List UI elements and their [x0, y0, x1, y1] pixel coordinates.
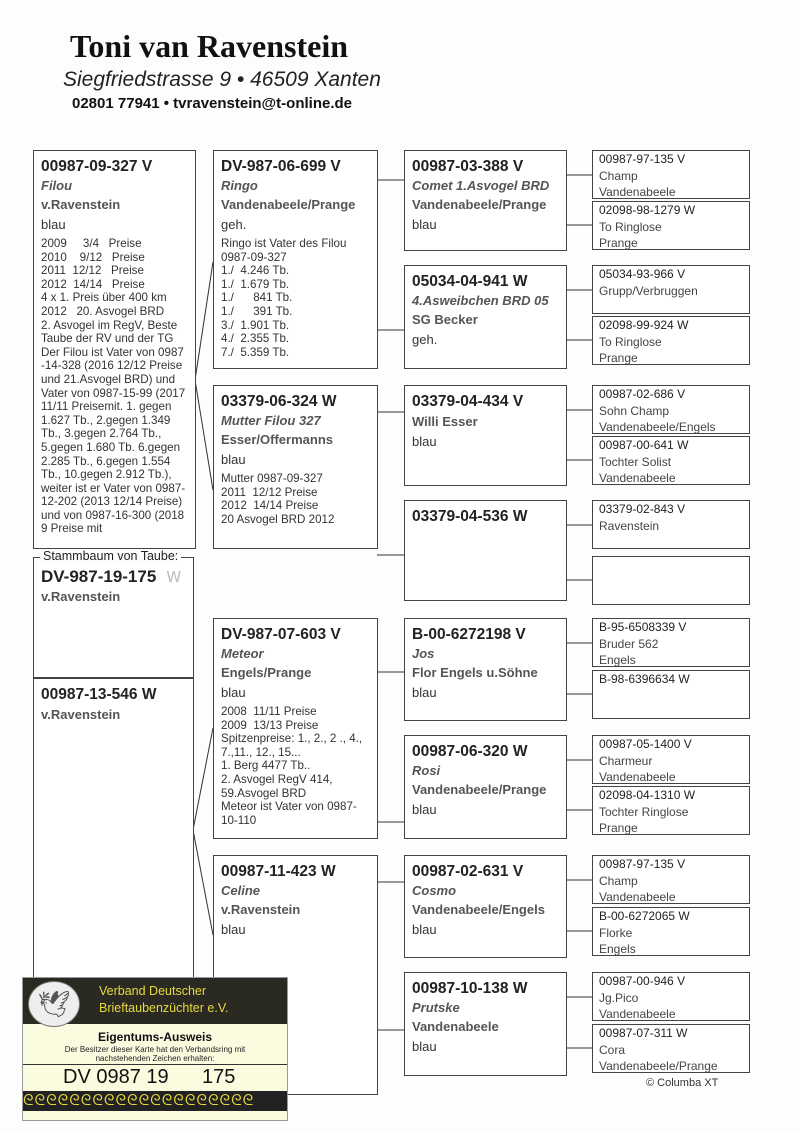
ring-id: 00987-00-946 V [599, 974, 686, 988]
ring-id: 00987-05-1400 V [599, 737, 692, 751]
great-grandparent-box[interactable] [404, 618, 567, 721]
org-line-2: Brieftaubenzüchter e.V. [99, 1001, 229, 1015]
card-pattern-band: ᘓᘓᘓᘓᘓᘓᘓᘓᘓᘓᘓᘓᘓᘓᘓᘓᘓᘓᘓᘓ [23, 1091, 287, 1111]
ring-id: 00987-11-423 W [221, 863, 336, 880]
breeder [599, 299, 743, 314]
color: blau [412, 685, 437, 700]
pigeon-name: Bruder 562 [599, 636, 659, 651]
ring-id: 00987-02-631 V [412, 863, 524, 880]
breeder: Vandenabeele [412, 1019, 499, 1034]
breeder: SG Becker [412, 312, 478, 327]
breeder: Engels [599, 942, 636, 956]
ring-id: 00987-02-686 V [599, 387, 686, 401]
breeder [599, 534, 743, 549]
breeder: Vandenabeele/Prange [599, 1059, 718, 1073]
ancestor-box[interactable] [592, 786, 750, 835]
sire-ring-id: 00987-09-327 V [41, 158, 153, 175]
ancestor-box[interactable] [592, 385, 750, 434]
breeder: v.Ravenstein [221, 902, 301, 917]
ring-id: 03379-02-843 V [599, 502, 686, 516]
pigeon-name: Tochter Ringlose [599, 804, 689, 819]
color: blau [221, 922, 246, 937]
notes: Ringo ist Vater des Filou 0987-09-327 1./ 4.246 Tb. 1./ 1.679 Tb. 1./ 841 Tb. 1./ 391 Tb. 3./ 1.901 Tb. 4./ 2.355 Tb. 7./ 5.359 Tb. [221, 237, 347, 359]
ancestor-box[interactable] [592, 556, 750, 605]
ring-id: 05034-93-966 V [599, 267, 686, 281]
dam-ring-id: 00987-13-546 W [41, 686, 157, 703]
breeder-address: Siegfriedstrasse 9 • 46509 Xanten [63, 68, 381, 91]
breeder: Vandenabeele [599, 890, 676, 904]
pigeon-name [599, 574, 743, 591]
ring-id: DV-987-06-699 V [221, 158, 341, 175]
pigeon-name [599, 688, 743, 705]
color: geh. [412, 332, 438, 347]
ancestor-box[interactable] [592, 972, 750, 1021]
pigeon-name: Charmeur [599, 753, 653, 768]
color: blau [412, 922, 437, 937]
great-grandparent-box[interactable] [404, 972, 567, 1076]
org-line-1: Verband Deutscher [99, 984, 207, 998]
sire-breeder: v.Ravenstein [41, 197, 121, 212]
ring-id: B-00-6272198 V [412, 626, 526, 643]
breeder: Engels [599, 653, 636, 667]
subject-breeder: v.Ravenstein [41, 589, 121, 604]
ring-id: DV-987-07-603 V [221, 626, 341, 643]
great-grandparent-box[interactable] [404, 735, 567, 839]
ancestor-box[interactable] [592, 855, 750, 904]
color: geh. [221, 217, 247, 232]
breeder: Prange [599, 351, 638, 365]
ancestor-box[interactable] [592, 618, 750, 667]
color: blau [412, 1039, 437, 1054]
ring-id: 00987-00-641 W [599, 438, 689, 452]
pigeon-name: Champ [599, 873, 638, 888]
pigeon-name: 4.Asweibchen BRD 05 [412, 293, 549, 308]
ring-id: 03379-04-536 W [412, 508, 528, 525]
ring-id: 02098-98-1279 W [599, 203, 696, 217]
card-text: Der Besitzer dieser Karte hat den Verbandsring mit nachstehenden Zeichen erhalten: [64, 1045, 246, 1063]
pigeon-name: Jos [412, 646, 435, 661]
grandparent-box[interactable] [213, 618, 378, 839]
ancestor-box[interactable] [592, 316, 750, 365]
pigeon-name: Cosmo [412, 883, 457, 898]
ring-id: 02098-04-1310 W [599, 788, 696, 802]
ring-id: 00987-97-135 V [599, 152, 686, 166]
breeder: Vandenabeele [599, 471, 676, 485]
ancestor-box[interactable] [592, 500, 750, 549]
great-grandparent-box[interactable] [404, 265, 567, 369]
breeder: Flor Engels u.Söhne [412, 665, 538, 680]
great-grandparent-box[interactable] [404, 150, 567, 251]
ancestor-box[interactable] [592, 265, 750, 314]
color: blau [412, 434, 437, 449]
breeder: Prange [599, 821, 638, 835]
card-ring-number: DV 0987 19 175 [23, 1064, 287, 1089]
ring-id: 02098-99-924 W [599, 318, 689, 332]
ownership-card [22, 977, 288, 1121]
ancestor-box[interactable] [592, 1024, 750, 1073]
pigeon-name: Champ [599, 168, 638, 183]
breeder: Vandenabeele/Prange [412, 197, 547, 212]
breeder: Prange [599, 236, 638, 250]
great-grandparent-box[interactable] [404, 855, 567, 958]
great-grandparent-box[interactable] [404, 385, 567, 486]
subject-sex-mark: W [166, 568, 182, 586]
breeder: Vandenabeele/Prange [412, 782, 547, 797]
subject-ring-id [41, 567, 186, 587]
color: blau [221, 452, 246, 467]
ring-id: B-98-6396634 W [599, 672, 690, 686]
breeder-name: Toni van Ravenstein [70, 28, 348, 64]
pigeon-name: Cora [599, 1042, 626, 1057]
dam-breeder: v.Ravenstein [41, 707, 121, 722]
ring-id: 00987-06-320 W [412, 743, 528, 760]
pigeon-name: To Ringlose [599, 334, 662, 349]
subject-box[interactable] [33, 557, 194, 678]
pigeon-name: Comet 1.Asvogel BRD [412, 178, 550, 193]
pigeon-name: To Ringlose [599, 219, 662, 234]
pigeon-name: Sohn Champ [599, 403, 670, 418]
pigeon-name: Ravenstein [599, 518, 660, 533]
sire-box[interactable] [33, 150, 196, 549]
pigeon-name: Rosi [412, 763, 441, 778]
breeder: Engels/Prange [221, 665, 312, 680]
great-grandparent-box[interactable] [404, 500, 567, 601]
sire-notes: 2009 3/4 Preise 2010 9/12 Preise 2011 12/12 Preise 2012 14/14 Preise 4 x 1. Preis über 400 km 2012 20. Asvogel BRD 2. Asvogel im RegV, Beste Taube der RV und der TG Der Filou ist Vater von 0987 -14-328 (2016 12/12 Preise und 21.Asvogel BRD) und Vater von 0987-15-99 (2017 11/11 Preisemit. 1. gegen 1.627 Tb., 2.gegen 1.349 Tb., 3.gegen 2.764 Tb., 5.gegen 1.680 Tb. 6.gegen 2.285 Tb., 6.gegen 1.554 Tb., 10.gegen 2.912 Tb.), weiter ist er Vater von 0987-12-202 (2013 12/14 Preise) und von 0987-16-300 (2018 9 Preise mit [41, 237, 186, 536]
notes: 2008 11/11 Preise 2009 13/13 Preise Spitzenpreise: 1., 2., 2 ., 4., 7.,11., 12., 15... 1. Berg 4477 Tb.. 2. Asvogel RegV 414, 59.Asvogel BRD Meteor ist Vater von 0987-10-110 [221, 705, 363, 827]
pigeon-name: Mutter Filou 327 [221, 413, 321, 428]
ancestor-box[interactable] [592, 735, 750, 784]
ring-id: B-95-6508339 V [599, 620, 687, 634]
grandparent-box[interactable] [213, 150, 378, 369]
ring-id: B-00-6272065 W [599, 909, 690, 923]
breeder: Vandenabeele [599, 770, 676, 784]
ring-id: 00987-07-311 W [599, 1026, 688, 1040]
ancestor-box[interactable] [592, 201, 750, 250]
breeder: Esser/Offermanns [221, 432, 333, 447]
ring-id: 00987-03-388 V [412, 158, 524, 175]
card-org [99, 983, 229, 1017]
color: blau [412, 802, 437, 817]
ring-id [599, 557, 743, 574]
breeder: Vandenabeele/Engels [599, 420, 716, 434]
color: blau [221, 685, 246, 700]
pigeon-name: Tochter Solist [599, 454, 672, 469]
breeder: Vandenabeele/Engels [412, 902, 545, 917]
pigeon-name: Celine [221, 883, 261, 898]
grandparent-box[interactable] [213, 385, 378, 549]
breeder-contact: 02801 77941 • tvravenstein@t-online.de [72, 95, 353, 112]
ring-id: 00987-10-138 W [412, 980, 528, 997]
pigeon-name: Meteor [221, 646, 264, 661]
card-heading: Eigentums-Ausweis [97, 1030, 213, 1044]
pigeon-name: Grupp/Verbruggen [599, 283, 698, 298]
breeder [599, 590, 743, 605]
breeder: Vandenabeele/Prange [221, 197, 356, 212]
sire-name: Filou [41, 178, 73, 193]
ancestor-box[interactable] [592, 670, 750, 719]
ancestor-box[interactable] [592, 436, 750, 485]
ring-id: 05034-04-941 W [412, 273, 528, 290]
breeder: Vandenabeele [599, 185, 676, 199]
sire-color: blau [41, 217, 66, 232]
dove-logo-icon: 🕊 [28, 981, 80, 1027]
ring-id: 03379-06-324 W [221, 393, 337, 410]
pigeon-name: Prutske [412, 1000, 460, 1015]
copyright: © Columba XT [646, 1077, 719, 1089]
breeder: Vandenabeele [599, 1007, 676, 1021]
subject-caption: Stammbaum von Taube: [40, 549, 181, 563]
color: blau [412, 217, 437, 232]
breeder: Willi Esser [412, 414, 478, 429]
notes: Mutter 0987-09-327 2011 12/12 Preise 2012 14/14 Preise 20 Asvogel BRD 2012 [221, 472, 335, 526]
ring-id: 00987-97-135 V [599, 857, 686, 871]
ancestor-box[interactable] [592, 907, 750, 956]
pigeon-name: Ringo [221, 178, 258, 193]
ancestor-box[interactable] [592, 150, 750, 199]
subject-id-text: DV-987-19-175 [41, 567, 157, 586]
pigeon-name: Florke [599, 925, 633, 940]
breeder [599, 704, 743, 719]
pigeon-name: Jg.Pico [599, 990, 639, 1005]
ring-id: 03379-04-434 V [412, 393, 524, 410]
